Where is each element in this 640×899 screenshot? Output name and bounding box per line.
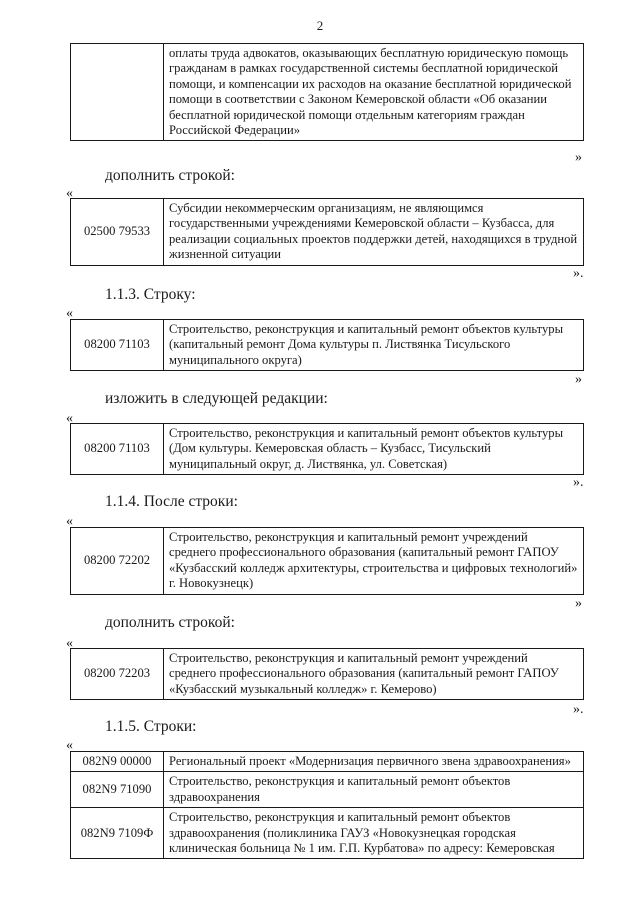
budget-description-cell: Строительство, реконструкция и капитальный ремонт учреждений среднего профессионального образования (капитальный ремонт ГАПОУ «Кузбасский колледж архитектуры, строительства и цифровых технологий» г. Новокузнецк) [164, 528, 584, 595]
budget-code-cell: 082N9 7109Ф [71, 808, 164, 859]
budget-code-cell: 08200 72203 [71, 649, 164, 700]
instruction-text: дополнить строкой: [105, 167, 235, 184]
budget-description-cell: Строительство, реконструкция и капитальный ремонт учреждений среднего профессионального образования (капитальный ремонт ГАПОУ «Кузбасский музыкальный колледж» г. Кемерово) [164, 649, 584, 700]
opening-quote: « [66, 636, 73, 651]
budget-description-cell: оплаты труда адвокатов, оказывающих бесплатную юридическую помощь гражданам в рамках государственной системы бесплатной юридической помощи, и компенсации их расходов на оказание бесплатной юридической помощи в соответствии с Законом Кемеровской области «Об оказании бесплатной юридической помощи отдельным категориям граждан Российской Федерации» [164, 44, 584, 141]
closing-quote: » [575, 596, 582, 611]
table-row [71, 424, 584, 475]
budget-table-multirow [70, 751, 584, 859]
opening-quote: « [66, 186, 73, 201]
budget-description-cell: Субсидии некоммерческим организациям, не являющимся государственными учреждениями Кемеровской области – Кузбасса, для реализации социальных проектов поддержки детей, находящихся в трудной жизненной ситуации [164, 199, 584, 266]
closing-quote: » [575, 150, 582, 165]
closing-quote: ». [573, 475, 584, 490]
opening-quote: « [66, 514, 73, 529]
opening-quote: « [66, 306, 73, 321]
budget-table [70, 527, 584, 595]
budget-table [70, 648, 584, 700]
budget-table [70, 198, 584, 266]
budget-description-cell: Региональный проект «Модернизация первичного звена здравоохранения» [164, 752, 584, 772]
closing-quote: ». [573, 266, 584, 281]
budget-table [70, 423, 584, 475]
table-row [71, 808, 584, 859]
budget-description-cell: Строительство, реконструкция и капитальный ремонт объектов здравоохранения (поликлиника ГАУЗ «Новокузнецкая городская клиническая больница № 1 им. Г.П. Курбатова» по адресу: Кемеровская [164, 808, 584, 859]
instruction-text: дополнить строкой: [105, 614, 235, 631]
budget-table-continuation [70, 43, 584, 141]
table-row [71, 772, 584, 808]
section-heading: 1.1.5. Строки: [105, 718, 197, 735]
table-row [71, 199, 584, 266]
budget-code-cell: 02500 79533 [71, 199, 164, 266]
closing-quote: » [575, 372, 582, 387]
table-row [71, 320, 584, 371]
table-row [71, 44, 584, 141]
opening-quote: « [66, 411, 73, 426]
closing-quote: ». [573, 702, 584, 717]
budget-code-cell: 082N9 00000 [71, 752, 164, 772]
table-row [71, 649, 584, 700]
budget-code-cell: 082N9 71090 [71, 772, 164, 808]
instruction-text: изложить в следующей редакции: [105, 390, 328, 407]
table-row [71, 752, 584, 772]
budget-code-cell [71, 44, 164, 141]
budget-code-cell: 08200 71103 [71, 320, 164, 371]
section-heading: 1.1.3. Строку: [105, 286, 196, 303]
page-number: 2 [316, 18, 324, 33]
table-row [71, 528, 584, 595]
budget-description-cell: Строительство, реконструкция и капитальный ремонт объектов культуры (Дом культуры. Кемеровская область – Кузбасс, Тисульский муниципальный округ, д. Листвянка, ул. Советская) [164, 424, 584, 475]
budget-table [70, 319, 584, 371]
budget-code-cell: 08200 71103 [71, 424, 164, 475]
opening-quote: « [66, 738, 73, 753]
budget-description-cell: Строительство, реконструкция и капитальный ремонт объектов здравоохранения [164, 772, 584, 808]
budget-code-cell: 08200 72202 [71, 528, 164, 595]
section-heading: 1.1.4. После строки: [105, 493, 238, 510]
budget-description-cell: Строительство, реконструкция и капитальный ремонт объектов культуры (капитальный ремонт Дома культуры п. Листвянка Тисульского муниципального округа) [164, 320, 584, 371]
